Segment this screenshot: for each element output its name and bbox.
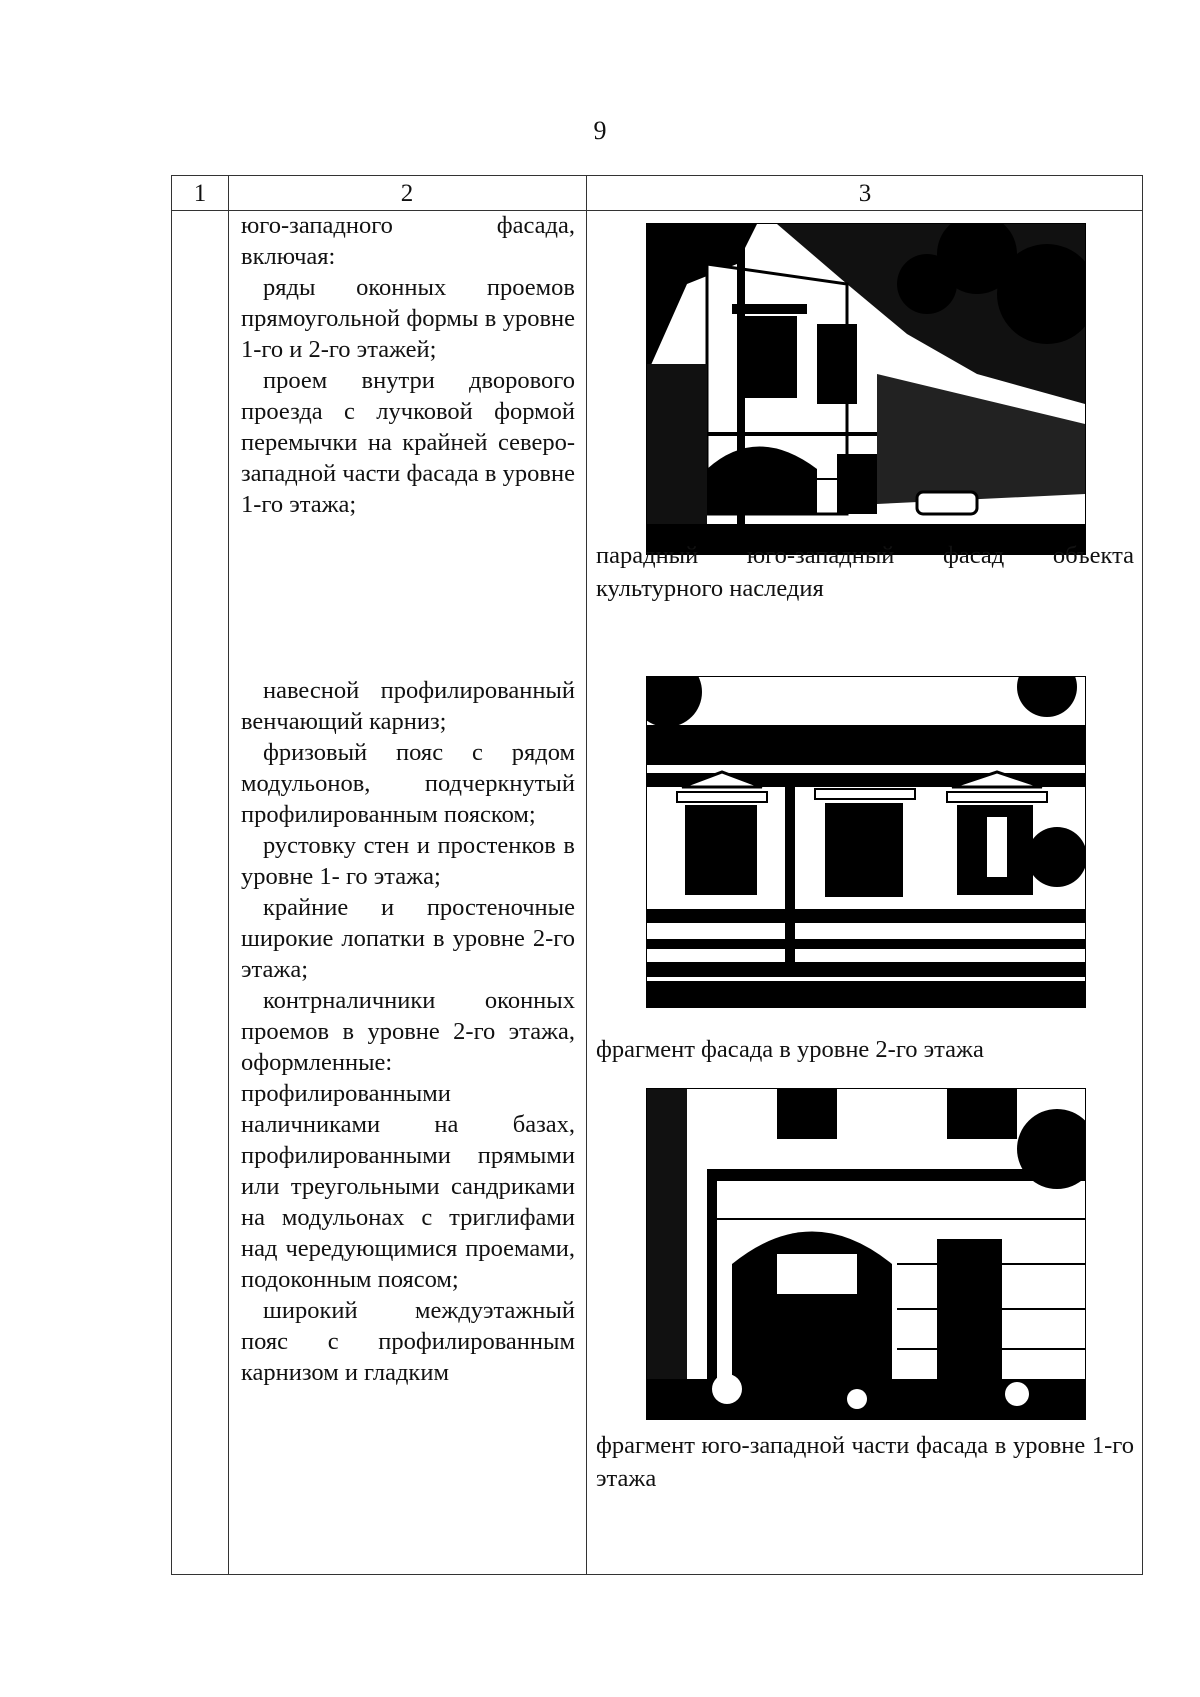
description-paragraph: контрналичники оконных проемов в уровне 2-го этажа, оформленные: профилированными наличниками на базах, профилированными прямыми или треугольными сандриками на модульонах с триглифами над чередующимися проемами, подоконным поясом;	[241, 987, 575, 1293]
page-number: 9	[593, 116, 607, 145]
description-paragraph: рустовку стен и простенков в уровне 1- го этажа;	[241, 832, 575, 890]
description-paragraph: широкий междуэтажный пояс с профилированным карнизом и гладким	[241, 1297, 575, 1386]
description-paragraph: проем внутри дворового проезда с лучковой формой перемычки на крайней северо-западной части фасада в уровне 1-го этажа;	[241, 367, 575, 518]
header-col-3: 3	[858, 180, 872, 207]
description-paragraph: ряды оконных проемов прямоугольной формы в уровне 1-го и 2-го этажей;	[241, 274, 575, 363]
description-block-1	[241, 210, 575, 520]
header-col-2: 2	[400, 180, 414, 207]
description-paragraph: юго-западного фасада, включая:	[241, 212, 575, 270]
caption-second-floor: фрагмент фасада в уровне 2-го этажа	[596, 1036, 984, 1063]
caption-first-floor: фрагмент юго-западной части фасада в уровне 1-го этажа	[596, 1432, 1134, 1492]
first-floor-photo	[646, 1088, 1086, 1420]
column-divider	[228, 176, 229, 1574]
facade-photo	[646, 223, 1086, 555]
column-divider	[586, 176, 587, 1574]
caption-facade: парадный юго-западный фасад объекта культурного наследия	[596, 542, 1134, 602]
second-floor-photo	[646, 676, 1086, 1008]
description-paragraph: навесной профилированный венчающий карниз;	[241, 677, 575, 735]
heritage-table	[171, 175, 1143, 1575]
description-paragraph: крайние и простеночные широкие лопатки в уровне 2-го этажа;	[241, 894, 575, 983]
description-paragraph: фризовый пояс с рядом модульонов, подчеркнутый профилированным пояском;	[241, 739, 575, 828]
header-col-1: 1	[193, 180, 207, 207]
description-block-2	[241, 675, 575, 1388]
